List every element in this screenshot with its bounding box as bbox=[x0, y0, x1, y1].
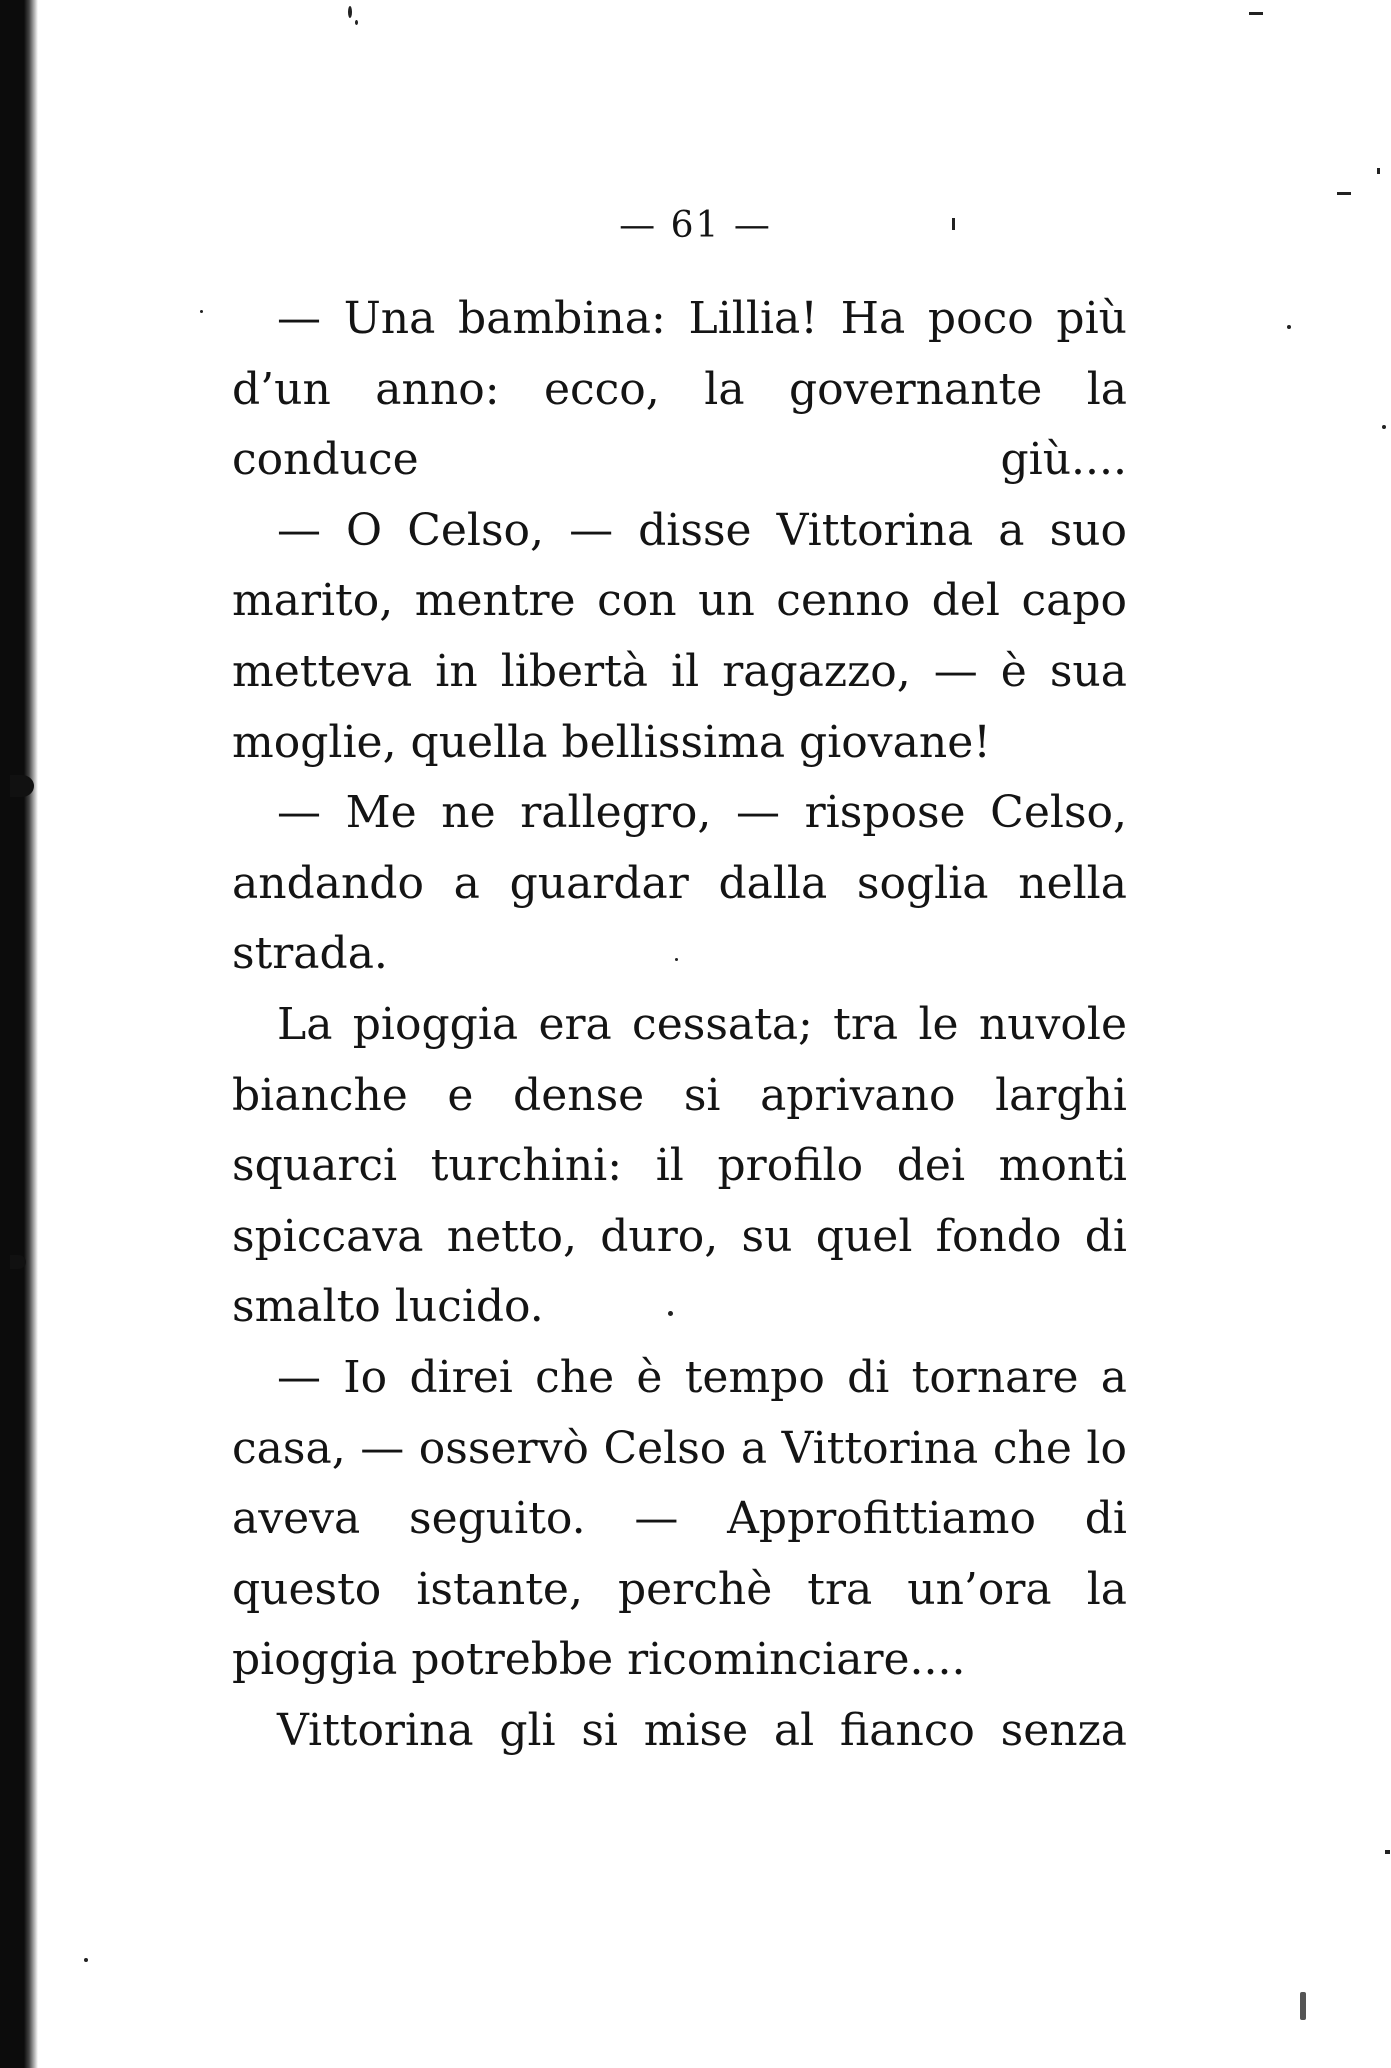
scan-speck bbox=[1287, 325, 1291, 329]
paragraph: — O Celso, — disse Vittorina a suo marito, mentre con un cenno del capo metteva in libertà il ragazzo, — è sua moglie, quella bellissima giovane! bbox=[232, 504, 1127, 768]
scan-speck bbox=[1385, 1850, 1390, 1854]
scan-speck bbox=[1249, 12, 1263, 15]
scan-speck bbox=[200, 310, 203, 313]
scan-speck bbox=[1337, 192, 1351, 195]
body-text bbox=[232, 284, 1127, 1766]
scan-speck bbox=[348, 6, 352, 18]
scan-speck bbox=[1377, 168, 1380, 174]
page-number: — 61 — bbox=[619, 205, 772, 246]
paragraph: — Una bambina: Lillia! Ha poco più d’un anno: ecco, la governante la conduce giù.... bbox=[232, 293, 1127, 486]
paragraph: — Io direi che è tempo di tornare a casa, — osservò Celso a Vittorina che lo aveva seguito. — Approfittiamo di questo istante, perchè tra un’ora la pioggia potrebbe ricominciare.... bbox=[232, 1351, 1127, 1686]
scan-speck bbox=[1300, 1992, 1306, 2020]
paragraph: — Me ne rallegro, — rispose Celso, andando a guardar dalla soglia nella strada. bbox=[232, 787, 1127, 980]
binding-notch bbox=[10, 775, 34, 797]
paragraph: La pioggia era cessata; tra le nuvole bianche e dense si aprivano larghi squarci turchini: il profilo dei monti spiccava netto, duro, su quel fondo di smalto lucido. bbox=[232, 998, 1127, 1333]
paragraph: Vittorina gli si mise al fianco senza bbox=[277, 1704, 1127, 1756]
binding-edge bbox=[0, 0, 38, 2068]
binding-notch bbox=[10, 1255, 26, 1269]
scan-speck bbox=[84, 1958, 88, 1962]
scan-speck bbox=[355, 20, 358, 25]
scan-speck bbox=[1382, 425, 1386, 429]
